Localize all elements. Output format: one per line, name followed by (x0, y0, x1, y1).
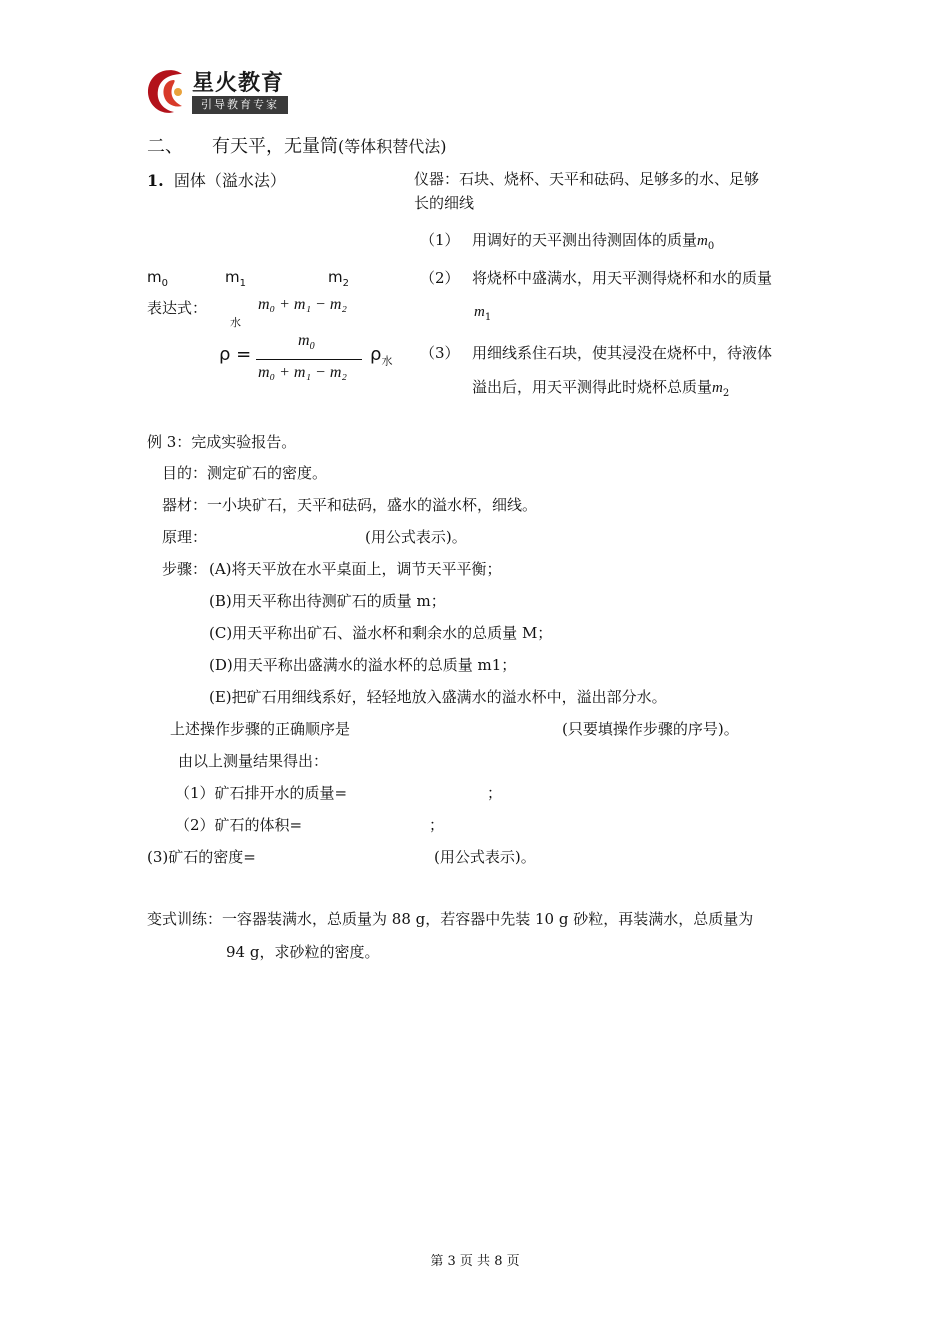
example-purpose: 目的：测定矿石的密度。 (162, 464, 328, 482)
rho-water: $\rho_水$ (370, 344, 393, 368)
example-step-a: (A)将天平放在水平桌面上，调节天平平衡； (209, 560, 502, 578)
subsection-heading (147, 168, 286, 191)
instruments-line2: 长的细线 (414, 194, 475, 212)
step-1-sub: 0 (707, 241, 715, 252)
step-1-var: m (697, 233, 708, 249)
section-note: (等体积替代法) (338, 137, 447, 156)
steps-label: 步骤： (162, 560, 208, 578)
question-3: (3)矿石的密度= (147, 848, 256, 866)
principle-hint: (用公式表示)。 (365, 528, 467, 546)
step-3-text: 溢出后，用天平测得此时烧杯总质量 (472, 378, 713, 396)
section-number: 二、 (147, 136, 183, 157)
logo-title: 星火教育 (192, 71, 285, 96)
water-sub: 水 (230, 316, 241, 329)
step-2-var (474, 302, 491, 323)
instruments-line1: 仪器：石块、烧杯、天平和砝码、足够多的水、足够 (414, 170, 760, 188)
step-3-line1: 用细线系住石块，使其浸没在烧杯中，待液体 (472, 344, 773, 362)
subsection-title: 固体（溢水法） (173, 171, 286, 190)
step-3-sub: 2 (722, 388, 730, 399)
example-title: 例 3：完成实验报告。 (147, 433, 297, 451)
example-equipment: 器材：一小块矿石，天平和砝码，盛水的溢水杯，细线。 (162, 496, 538, 514)
step-2-var-letter: m (474, 304, 485, 320)
question-3-hint: (用公式表示)。 (434, 848, 536, 866)
question-2-end: ； (429, 816, 445, 834)
step-1-text: 用调好的天平测出待测固体的质量 (472, 231, 698, 249)
step-2-text: 将烧杯中盛满水，用天平测得烧杯和水的质量 (472, 269, 773, 287)
example-step-b: (B)用天平称出待测矿石的质量 m； (209, 592, 446, 610)
question-1: （1）矿石排开水的质量= (175, 784, 348, 802)
label-m2: $m_2$ (328, 268, 349, 289)
step-3-var: m (712, 380, 723, 396)
logo (144, 66, 290, 118)
order-hint: (只要填操作步骤的序号)。 (562, 720, 739, 738)
variant-line2: 94 g，求砂粒的密度。 (226, 943, 380, 961)
results-label: 由以上测量结果得出： (178, 752, 329, 770)
page-footer: 第 3 页 共 8 页 (430, 1254, 520, 1269)
example-step-c: (C)用天平称出矿石、溢水杯和剩余水的总质量 M； (209, 624, 553, 642)
principle-label: 原理： (162, 528, 208, 546)
step-1 (472, 229, 714, 252)
logo-subtitle: 引导教育专家 (192, 96, 288, 114)
question-2: （2）矿石的体积= (175, 816, 303, 834)
fraction-bar (256, 359, 362, 360)
section-title (212, 132, 447, 158)
logo-flame-icon (144, 66, 190, 118)
subsection-number: 1. (147, 171, 164, 190)
step-1-number: （1） (420, 231, 460, 249)
example-step-d: (D)用天平称出盛满水的溢水杯的总质量 m1； (209, 656, 517, 674)
step-3-line2 (472, 376, 729, 399)
example-step-e: (E)把矿石用细线系好，轻轻地放入盛满水的溢水杯中，溢出部分水。 (209, 688, 667, 706)
fraction-denominator: m₀ + m₁ − m₂ (258, 364, 347, 381)
variant-line1: 变式训练：一容器装满水，总质量为 88 g，若容器中先装 10 g 砂粒，再装满水，总质量为 (147, 910, 754, 928)
formula-label: 表达式： (147, 299, 208, 317)
step-2-number: （2） (420, 269, 460, 287)
order-label: 上述操作步骤的正确顺序是 (170, 720, 351, 738)
mwater-expression: m₀ + m₁ − m₂ (258, 296, 347, 313)
label-m1: $m_1$ (225, 268, 246, 289)
fraction-numerator: $m_0$ (298, 332, 315, 353)
step-3-number: （3） (420, 344, 460, 362)
section-title-text: 有天平，无量筒 (212, 136, 338, 157)
rho-symbol: ρ = (219, 344, 252, 365)
step-2-sub: 1 (484, 312, 492, 323)
question-1-end: ； (487, 784, 503, 802)
label-m0: $m_0$ (147, 268, 168, 289)
